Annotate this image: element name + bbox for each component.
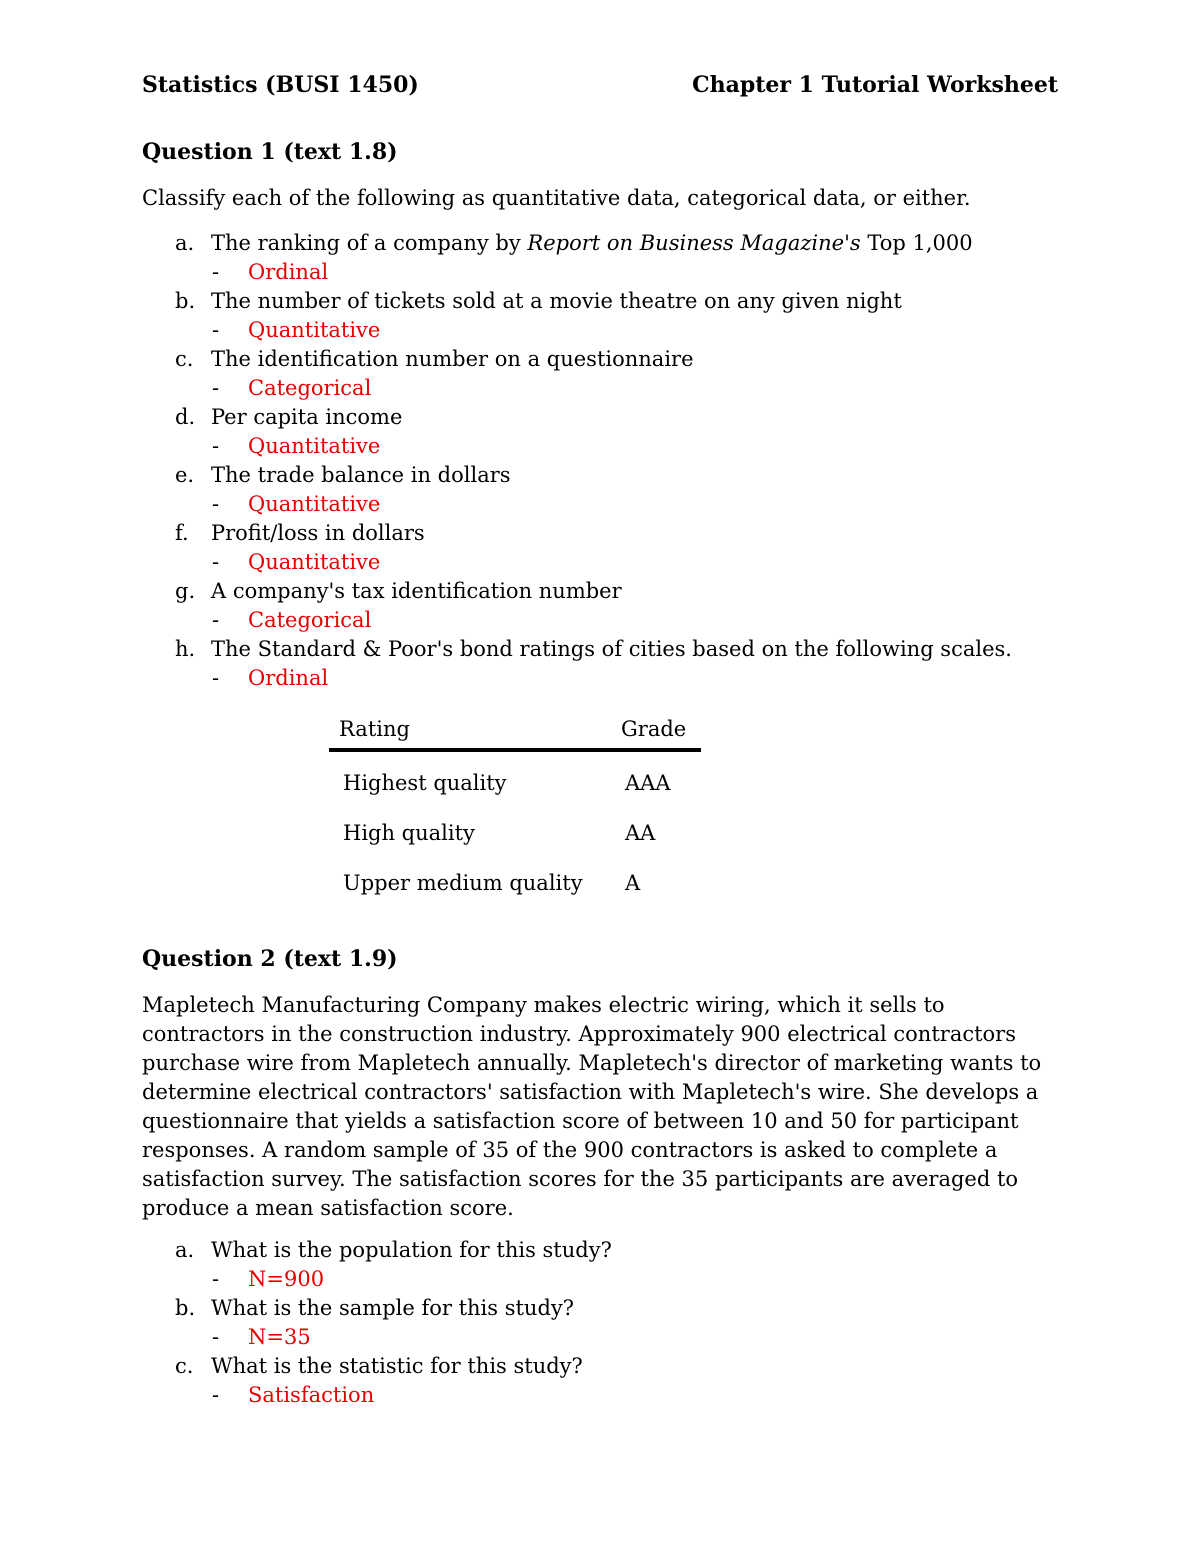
answer-text: Quantitative: [248, 318, 381, 342]
table-header-rating: Rating: [329, 710, 611, 750]
answer-text: Satisfaction: [248, 1383, 375, 1407]
list-item: [142, 345, 1062, 403]
item-letter: e.: [175, 463, 195, 487]
rating-cell: High quality: [343, 821, 475, 845]
answer-text: Quantitative: [248, 492, 381, 516]
item-letter: a.: [175, 231, 195, 255]
item-text: What is the statistic for this study?: [211, 1354, 583, 1378]
answer-dash: -: [212, 1325, 220, 1349]
answer-dash: -: [212, 666, 220, 690]
answer-dash: -: [212, 1383, 220, 1407]
list-item: [142, 519, 1062, 577]
question-2-paragraph: Mapletech Manufacturing Company makes electric wiring, which it sells to contractors in the construction industry. Approximately 900 electrical contractors purchase wire from Mapletech annually. Mapletech's director of marketing wants to determine electrical contractors' satisfaction with Mapletech's wire. She develops a questionnaire that yields a satisfaction score of between 10 and 50 for participant responses. A random sample of 35 of the 900 contractors is asked to complete a satisfaction survey. The satisfaction scores for the 35 participants are averaged to produce a mean satisfaction score.: [142, 993, 1042, 1220]
answer-text: N=35: [248, 1325, 311, 1349]
question-1-intro: Classify each of the following as quantitative data, categorical data, or either.: [142, 186, 971, 210]
list-item: [142, 635, 1062, 693]
answer-text: Quantitative: [248, 434, 381, 458]
answer-dash: -: [212, 1267, 220, 1291]
item-letter: h.: [175, 637, 196, 661]
rating-cell: Upper medium quality: [343, 871, 583, 895]
worksheet-title: Chapter 1 Tutorial Worksheet: [692, 72, 1058, 98]
item-text: Per capita income: [211, 405, 403, 429]
magazine-name: Report on Business Magazine's: [527, 231, 861, 255]
list-item: [142, 1236, 1062, 1294]
item-letter: c.: [175, 1354, 194, 1378]
answer-text: Categorical: [248, 608, 372, 632]
item-text: The ranking of a company by Report on Business Magazine's Top 1,000: [211, 231, 973, 255]
list-item: [142, 403, 1062, 461]
question-1-title: Question 1 (text 1.8): [142, 139, 398, 165]
item-letter: d.: [175, 405, 196, 429]
answer-text: Categorical: [248, 376, 372, 400]
item-letter: g.: [175, 579, 196, 603]
item-letter: b.: [175, 289, 196, 313]
item-letter: c.: [175, 347, 194, 371]
item-text: The identification number on a questionnaire: [211, 347, 694, 371]
table-header-grade: Grade: [611, 710, 701, 750]
answer-dash: -: [212, 550, 220, 574]
answer-dash: -: [212, 376, 220, 400]
list-item: [142, 1352, 1062, 1410]
item-text: Profit/loss in dollars: [211, 521, 425, 545]
item-text: What is the population for this study?: [211, 1238, 612, 1262]
list-item: [142, 1294, 1062, 1352]
item-letter: a.: [175, 1238, 195, 1262]
item-letter: b.: [175, 1296, 196, 1320]
answer-text: Quantitative: [248, 550, 381, 574]
rating-cell: Highest quality: [343, 771, 507, 795]
table-row: [329, 808, 701, 858]
grade-cell: AAA: [625, 771, 671, 795]
grade-cell: AA: [625, 821, 656, 845]
item-text: What is the sample for this study?: [211, 1296, 575, 1320]
item-text: A company's tax identification number: [211, 579, 622, 603]
list-item: [142, 577, 1062, 635]
answer-text: N=900: [248, 1267, 325, 1291]
item-text: The number of tickets sold at a movie theatre on any given night: [211, 289, 902, 313]
answer-dash: -: [212, 260, 220, 284]
question-2-list: [142, 1236, 1062, 1410]
grade-cell: A: [625, 871, 641, 895]
bond-ratings-table: [329, 710, 701, 908]
answer-dash: -: [212, 318, 220, 342]
table-row: [329, 858, 701, 908]
table-row: [329, 750, 701, 808]
answer-dash: -: [212, 492, 220, 516]
course-title: Statistics (BUSI 1450): [142, 72, 419, 98]
question-2-title: Question 2 (text 1.9): [142, 946, 398, 972]
item-letter: f.: [175, 521, 189, 545]
item-text: The trade balance in dollars: [211, 463, 511, 487]
page-header: [142, 68, 1058, 102]
item-text: The Standard & Poor's bond ratings of cities based on the following scales.: [211, 637, 1012, 661]
answer-text: Ordinal: [248, 260, 329, 284]
question-1-list: [142, 229, 1062, 693]
list-item: [142, 461, 1062, 519]
list-item: [142, 229, 1062, 287]
answer-dash: -: [212, 434, 220, 458]
answer-text: Ordinal: [248, 666, 329, 690]
answer-dash: -: [212, 608, 220, 632]
list-item: [142, 287, 1062, 345]
